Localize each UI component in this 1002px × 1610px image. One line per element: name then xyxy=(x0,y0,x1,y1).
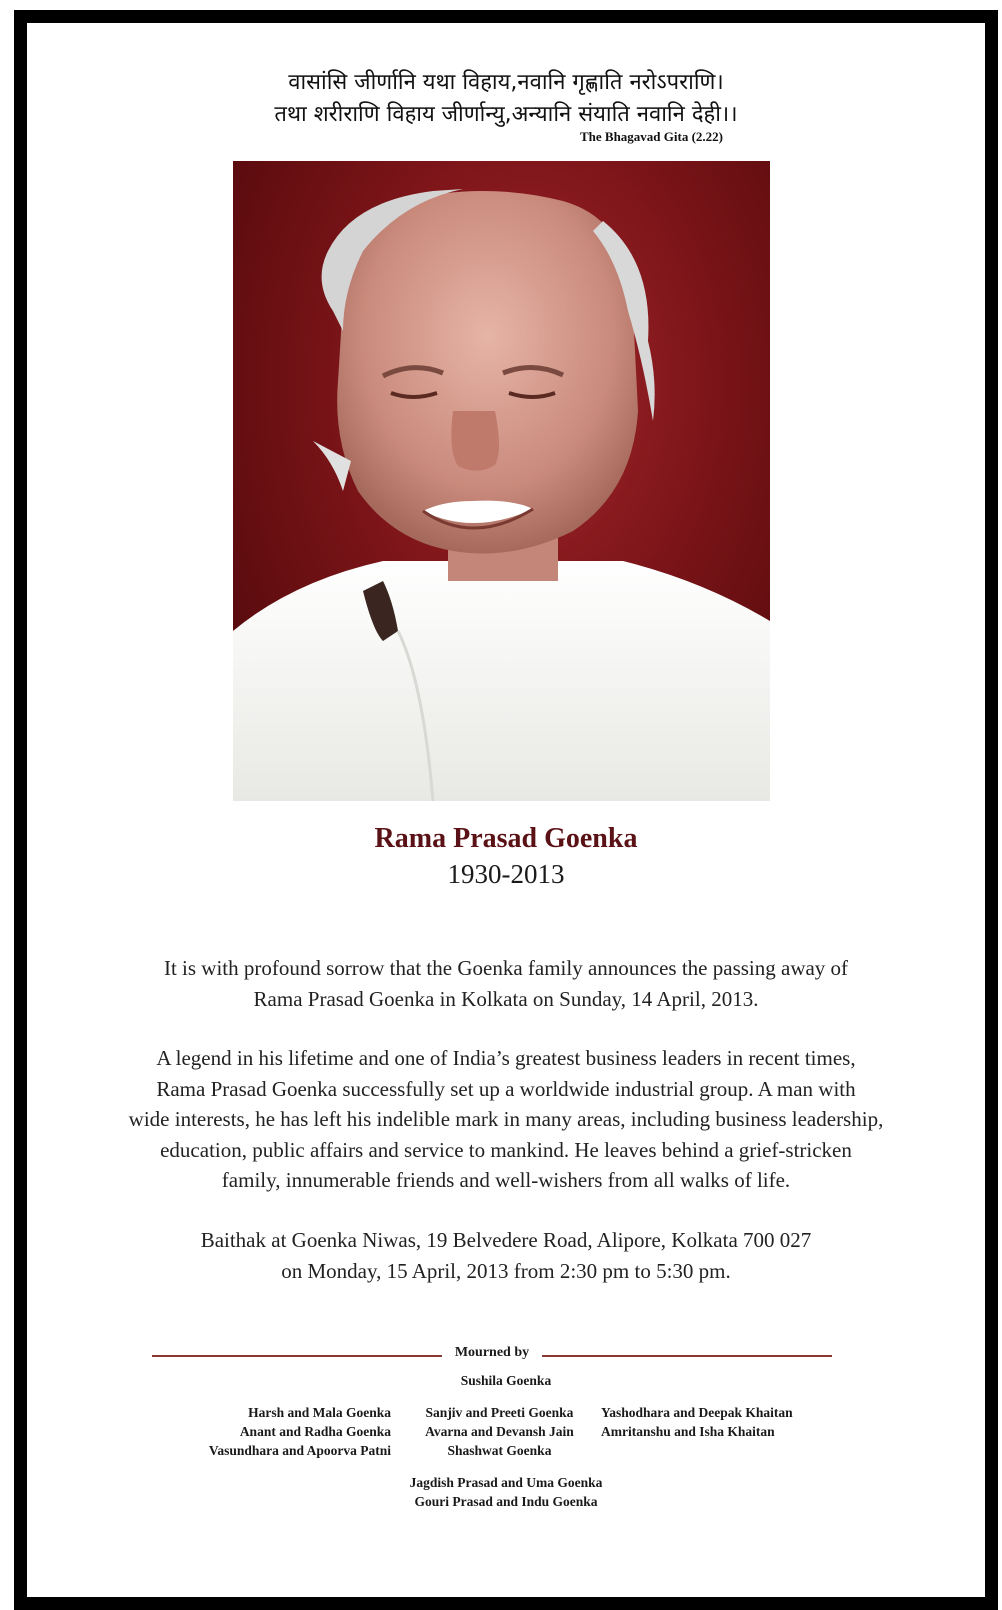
mourners-column-1 xyxy=(167,1403,391,1460)
announcement-paragraph xyxy=(127,953,885,1014)
paragraph-line: education, public affairs and service to mankind. He leaves behind a grief-stricken xyxy=(160,1137,852,1162)
paragraph-line: Rama Prasad Goenka in Kolkata on Sunday, 14 April, 2013. xyxy=(253,986,759,1011)
paragraph-line: wide interests, he has left his indelible mark in many areas, including business leadership, xyxy=(128,1107,884,1131)
mourner-name: Jagdish Prasad and Uma Goenka xyxy=(409,1475,603,1490)
portrait-illustration xyxy=(233,161,770,801)
divider-rule xyxy=(542,1355,832,1357)
deceased-name: Rama Prasad Goenka xyxy=(374,823,638,854)
mourners-column-2 xyxy=(412,1403,587,1460)
tribute-paragraph xyxy=(127,1043,885,1196)
life-years: 1930-2013 xyxy=(447,859,565,889)
shloka-source: The Bhagavad Gita (2.22) xyxy=(579,129,723,144)
mourner-name: Amritanshu and Isha Khaitan xyxy=(601,1424,775,1439)
mourner-name: Anant and Radha Goenka xyxy=(239,1424,391,1439)
mourner-name: Gouri Prasad and Indu Goenka xyxy=(414,1494,598,1509)
obituary-frame xyxy=(14,10,998,1610)
paragraph-line: Baithak at Goenka Niwas, 19 Belvedere Road, Alipore, Kolkata 700 027 xyxy=(200,1228,812,1252)
paragraph-line: on Monday, 15 April, 2013 from 2:30 pm to 5:30 pm. xyxy=(281,1258,731,1283)
mourners-bottom xyxy=(27,1473,985,1511)
mourned-by-header xyxy=(152,1345,832,1365)
mourner-name: Shashwat Goenka xyxy=(447,1443,552,1458)
mourner-lead: Sushila Goenka xyxy=(460,1373,552,1388)
paragraph-line: A legend in his lifetime and one of India’s greatest business leaders in recent times, xyxy=(156,1046,856,1070)
mourned-by-label: Mourned by xyxy=(454,1345,530,1360)
mourner-name: Yashodhara and Deepak Khaitan xyxy=(601,1405,793,1420)
paragraph-line: It is with profound sorrow that the Goenka family announces the passing away of xyxy=(163,956,849,980)
shloka-line-1: वासांसि जीर्णानि यथा विहाय,नवानि गृह्णाति नरोऽपराणि। xyxy=(288,70,724,95)
mourners-column-3 xyxy=(601,1403,841,1441)
mourner-name: Vasundhara and Apoorva Patni xyxy=(208,1443,391,1458)
mourner-name: Sanjiv and Preeti Goenka xyxy=(425,1405,574,1420)
shloka-line-2: तथा शरीराणि विहाय जीर्णान्यु,अन्यानि संयाति नवानि देही।। xyxy=(274,102,738,127)
mourner-name: Harsh and Mala Goenka xyxy=(248,1405,391,1420)
mourner-name: Avarna and Devansh Jain xyxy=(425,1424,574,1439)
paragraph-line: family, innumerable friends and well-wishers from all walks of life. xyxy=(221,1168,791,1192)
baithak-paragraph xyxy=(127,1225,885,1286)
portrait-photo xyxy=(233,161,770,801)
obituary-content xyxy=(27,23,985,1597)
paragraph-line: Rama Prasad Goenka successfully set up a worldwide industrial group. A man with xyxy=(156,1076,856,1101)
